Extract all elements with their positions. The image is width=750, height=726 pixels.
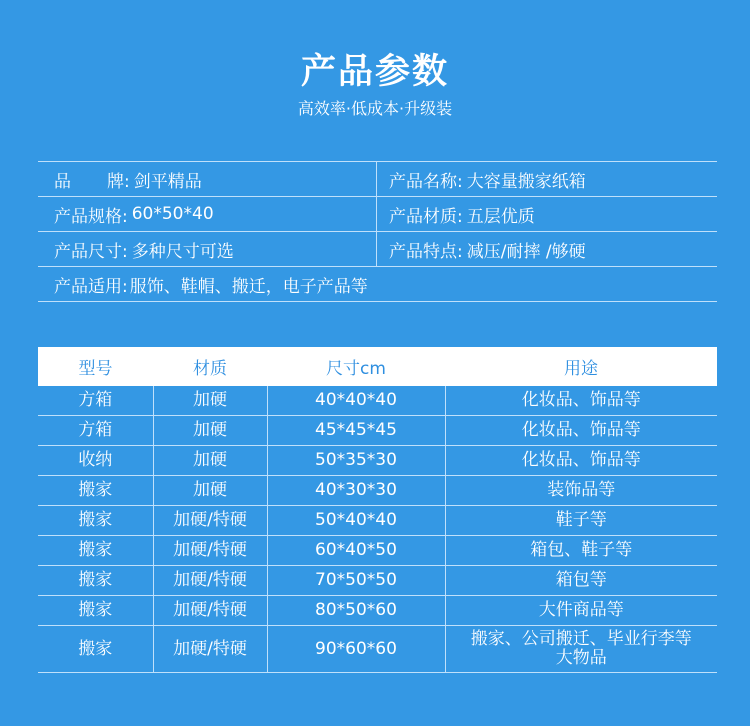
spec-row xyxy=(38,267,717,302)
cell-size: 40*40*40 xyxy=(267,386,445,416)
spec-usage-value: 服饰、鞋帽、搬迁，电子产品等 xyxy=(129,276,368,297)
header-model: 型号 xyxy=(38,347,153,386)
spec-material-label: 产品材质: xyxy=(389,206,463,227)
cell-usage xyxy=(445,626,717,673)
spec-usage xyxy=(38,267,717,301)
cell-model: 搬家 xyxy=(38,536,153,566)
page-title: 产品参数 xyxy=(300,52,449,92)
spec-spec xyxy=(38,197,377,231)
spec-spec-label: 产品规格: xyxy=(54,206,128,227)
spec-row xyxy=(38,232,717,267)
cell-size: 50*35*30 xyxy=(267,446,445,476)
table-row xyxy=(38,506,717,536)
spec-name xyxy=(377,162,717,196)
table-row xyxy=(38,626,717,673)
cell-usage: 大件商品等 xyxy=(445,596,717,626)
spec-list xyxy=(38,161,717,302)
spec-brand-label-a: 品 xyxy=(54,171,71,192)
page-subtitle: 高效率·低成本·升级装 xyxy=(297,99,453,118)
spec-usage-label: 产品适用: xyxy=(54,276,128,297)
table-row xyxy=(38,566,717,596)
cell-size: 50*40*40 xyxy=(267,506,445,536)
spec-brand-label-b: 牌: xyxy=(107,171,130,192)
header-usage: 用途 xyxy=(445,347,717,386)
spec-size-value: 多种尺寸可选 xyxy=(131,241,234,262)
cell-size: 80*50*60 xyxy=(267,596,445,626)
cell-usage-line: 搬家、公司搬迁、毕业行李等 xyxy=(470,629,692,649)
spec-feature xyxy=(377,232,717,266)
cell-material: 加硬/特硬 xyxy=(153,506,267,536)
cell-size: 40*30*30 xyxy=(267,476,445,506)
cell-model: 搬家 xyxy=(38,476,153,506)
cell-model: 方箱 xyxy=(38,416,153,446)
header-material: 材质 xyxy=(153,347,267,386)
cell-usage: 化妆品、饰品等 xyxy=(445,386,717,416)
cell-material: 加硬 xyxy=(153,476,267,506)
spec-spec-value: 60*50*40 xyxy=(131,204,214,224)
cell-usage: 箱包等 xyxy=(445,566,717,596)
cell-model: 搬家 xyxy=(38,506,153,536)
spec-feature-label: 产品特点: xyxy=(389,241,463,262)
cell-material: 加硬/特硬 xyxy=(153,566,267,596)
spec-row xyxy=(38,197,717,232)
cell-usage: 装饰品等 xyxy=(445,476,717,506)
cell-size: 45*45*45 xyxy=(267,416,445,446)
cell-model: 方箱 xyxy=(38,386,153,416)
size-table xyxy=(38,347,717,673)
cell-usage: 鞋子等 xyxy=(445,506,717,536)
spec-material-value: 五层优质 xyxy=(466,206,535,227)
table-row xyxy=(38,536,717,566)
spec-size xyxy=(38,232,377,266)
table-row xyxy=(38,446,717,476)
cell-model: 搬家 xyxy=(38,596,153,626)
spec-material xyxy=(377,197,717,231)
cell-model: 收纳 xyxy=(38,446,153,476)
cell-material: 加硬 xyxy=(153,416,267,446)
cell-material: 加硬/特硬 xyxy=(153,626,267,673)
spec-name-value: 大容量搬家纸箱 xyxy=(466,171,586,192)
spec-name-label: 产品名称: xyxy=(389,171,463,192)
cell-material: 加硬 xyxy=(153,386,267,416)
cell-usage-line: 大物品 xyxy=(555,648,607,668)
cell-model: 搬家 xyxy=(38,626,153,673)
cell-size: 60*40*50 xyxy=(267,536,445,566)
cell-material: 加硬 xyxy=(153,446,267,476)
spec-brand-value: 剑平精品 xyxy=(133,171,202,192)
cell-usage: 箱包、鞋子等 xyxy=(445,536,717,566)
spec-feature-value: 减压/耐摔 /够硬 xyxy=(466,241,586,262)
spec-brand xyxy=(38,162,377,196)
table-row xyxy=(38,386,717,416)
cell-usage: 化妆品、饰品等 xyxy=(445,446,717,476)
spec-size-label: 产品尺寸: xyxy=(54,241,128,262)
header-size: 尺寸cm xyxy=(267,347,445,386)
table-row xyxy=(38,596,717,626)
cell-usage: 化妆品、饰品等 xyxy=(445,416,717,446)
cell-size: 70*50*50 xyxy=(267,566,445,596)
cell-material: 加硬/特硬 xyxy=(153,596,267,626)
table-header-row xyxy=(38,347,717,386)
table-row xyxy=(38,476,717,506)
table-row xyxy=(38,416,717,446)
cell-model: 搬家 xyxy=(38,566,153,596)
cell-material: 加硬/特硬 xyxy=(153,536,267,566)
spec-row xyxy=(38,162,717,197)
cell-size: 90*60*60 xyxy=(267,626,445,673)
